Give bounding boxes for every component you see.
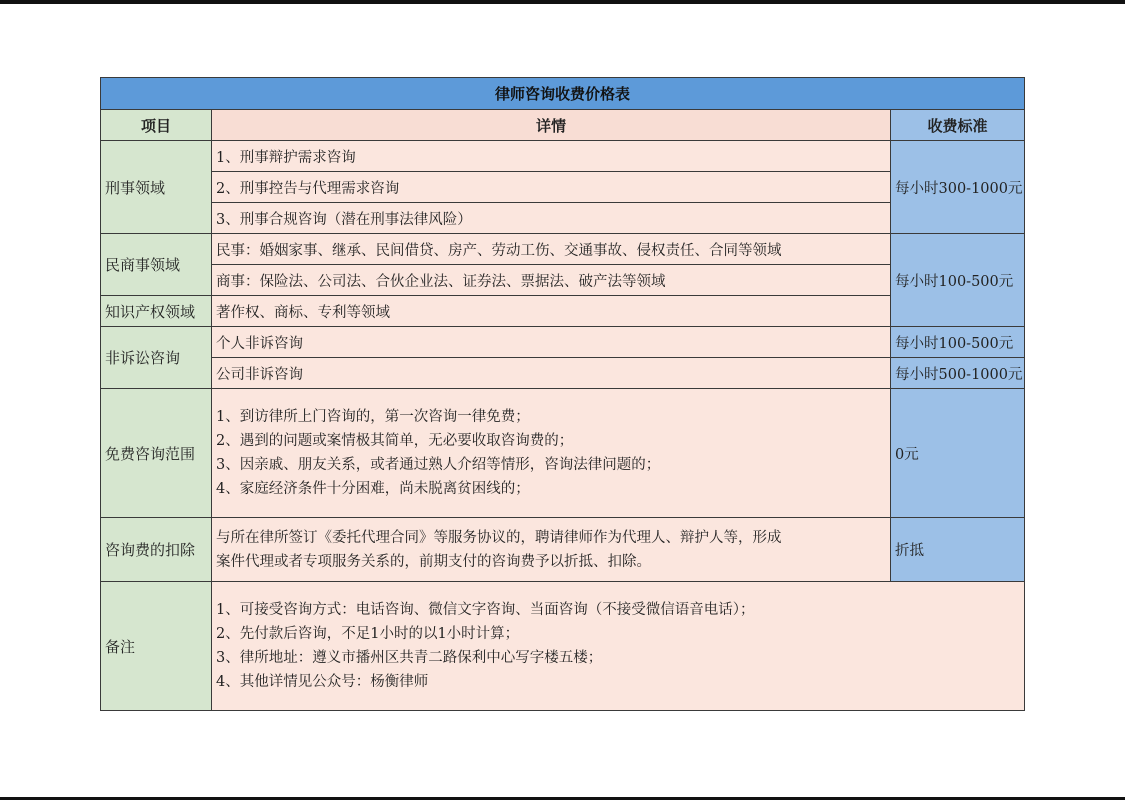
table-row: [101, 358, 1025, 389]
note-line: 4、其他详情见公众号：杨衡律师: [216, 674, 429, 690]
fee-table: [100, 77, 1025, 711]
table-row: [101, 582, 1025, 711]
deduct-line: 与所在律所签订《委托代理合同》等服务协议的，聘请律师作为代理人、辩护人等，形成: [216, 529, 782, 546]
free-line: 3、因亲戚、朋友关系，或者通过熟人介绍等情形，咨询法律问题的；: [216, 457, 661, 473]
category-notes: 备注: [101, 582, 212, 711]
category-criminal: 刑事领域: [101, 141, 212, 234]
header-item: 项目: [101, 110, 212, 141]
fee-nonlit-personal: 每小时100-500元: [891, 327, 1025, 358]
category-deduct: 咨询费的扣除: [101, 518, 212, 582]
detail-cell: [212, 389, 891, 518]
detail-cell: 个人非诉咨询: [212, 327, 891, 358]
table-row: [101, 234, 1025, 265]
table-row: [101, 518, 1025, 582]
fee-free: 0元: [891, 389, 1025, 518]
free-line: 1、到访律所上门咨询的，第一次咨询一律免费；: [216, 409, 530, 425]
deduct-line: 案件代理或者专项服务关系的，前期支付的咨询费予以折抵、扣除。: [216, 553, 651, 570]
table-row: [101, 203, 1025, 234]
free-line: 2、遇到的问题或案情极其简单，无必要收取咨询费的；: [216, 433, 574, 449]
detail-cell: 商事：保险法、公司法、合伙企业法、证券法、票据法、破产法等领域: [212, 265, 891, 296]
table-row: [101, 265, 1025, 296]
detail-cell: [212, 518, 891, 582]
fee-civil: 每小时100-500元: [891, 234, 1025, 327]
detail-cell: 1、刑事辩护需求咨询: [212, 141, 891, 172]
header-row: [101, 110, 1025, 141]
category-free: 免费咨询范围: [101, 389, 212, 518]
table-title: 律师咨询收费价格表: [101, 78, 1025, 110]
table-row: [101, 389, 1025, 518]
free-line: 4、家庭经济条件十分困难，尚未脱离贫困线的；: [216, 481, 530, 497]
category-nonlit: 非诉讼咨询: [101, 327, 212, 389]
fee-nonlit-company: 每小时500-1000元: [891, 358, 1025, 389]
notes-cell: [212, 582, 1025, 711]
category-civil: 民商事领域: [101, 234, 212, 296]
detail-cell: 公司非诉咨询: [212, 358, 891, 389]
note-line: 2、先付款后咨询，不足1小时的以1小时计算；: [216, 626, 520, 642]
detail-cell: 2、刑事控告与代理需求咨询: [212, 172, 891, 203]
table-row: [101, 141, 1025, 172]
category-ip: 知识产权领域: [101, 296, 212, 327]
header-detail: 详情: [212, 110, 891, 141]
fee-deduct: 折抵: [891, 518, 1025, 582]
fee-criminal: 每小时300-1000元: [891, 141, 1025, 234]
table-row: [101, 327, 1025, 358]
top-border: [0, 0, 1125, 4]
note-line: 3、律所地址：遵义市播州区共青二路保利中心写字楼五楼；: [216, 650, 603, 666]
header-fee: 收费标准: [891, 110, 1025, 141]
title-row: [101, 78, 1025, 110]
note-line: 1、可接受咨询方式：电话咨询、微信文字咨询、当面咨询（不接受微信语音电话）；: [216, 602, 755, 618]
table-row: [101, 172, 1025, 203]
detail-cell: 著作权、商标、专利等领域: [212, 296, 891, 327]
detail-cell: 民事：婚姻家事、继承、民间借贷、房产、劳动工伤、交通事故、侵权责任、合同等领域: [212, 234, 891, 265]
table-row: [101, 296, 1025, 327]
detail-cell: 3、刑事合规咨询（潜在刑事法律风险）: [212, 203, 891, 234]
